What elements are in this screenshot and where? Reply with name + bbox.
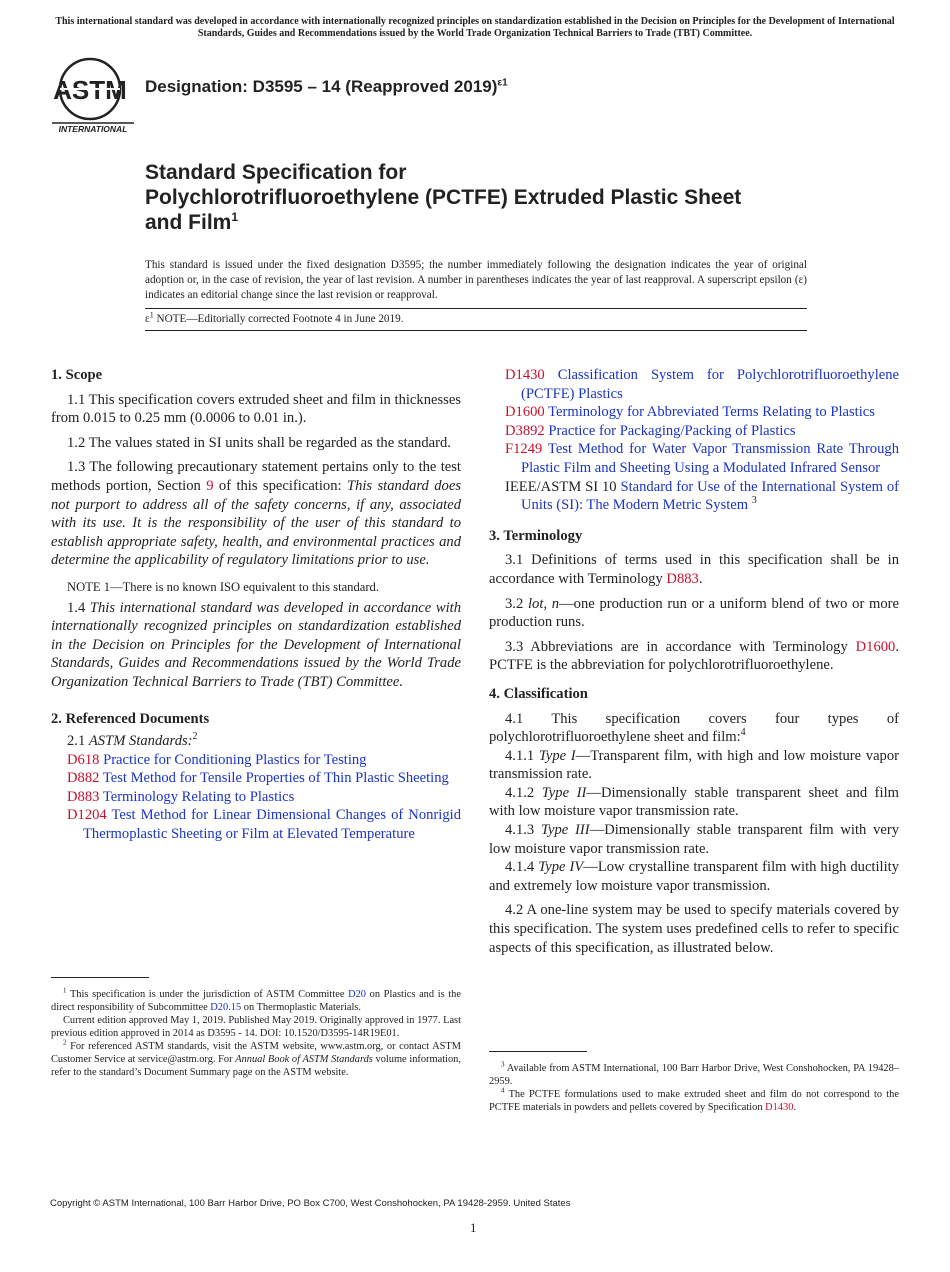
astm-standards-sup: 2: [192, 731, 198, 743]
editorial-note-text: NOTE—Editorially corrected Footnote 4 in June 2019.: [153, 313, 404, 325]
ref-title[interactable]: Classification System for Polychlorotrifluoroethylene (PCTFE) Plastics: [521, 367, 899, 402]
footnote-rule-right: [489, 1051, 587, 1052]
ref-item-d1600[interactable]: [505, 403, 899, 422]
section-9-link[interactable]: 9: [206, 477, 214, 494]
fn1-sup: 1: [63, 986, 67, 995]
ref-item-d618[interactable]: [67, 751, 461, 770]
ref-item-f1249[interactable]: [505, 440, 899, 477]
ref-code[interactable]: D882: [67, 770, 100, 787]
type-i: [489, 747, 899, 784]
document-title: [145, 160, 845, 235]
type-name: Type II: [541, 784, 587, 801]
ref-code[interactable]: D3892: [505, 422, 545, 439]
lot-term: lot, n: [527, 595, 560, 612]
astm-standards-text: ASTM Standards:: [88, 733, 193, 750]
footnotes-left: [51, 988, 461, 1079]
right-column: [489, 366, 899, 957]
epsilon: ε: [145, 313, 150, 325]
ref-title[interactable]: Practice for Conditioning Plastics for Testing: [99, 751, 367, 768]
footnote-2: [51, 1040, 461, 1079]
para-1-4: [51, 599, 461, 692]
ref-title[interactable]: Practice for Packaging/Packing of Plastics: [544, 422, 796, 439]
footnote-4: [489, 1088, 899, 1114]
para-1-3-start: 1.3 The following precautionary statement pertains only to the test methods portion, Section: [51, 459, 461, 494]
type-name: Type III: [540, 822, 590, 839]
scope-heading: 1. Scope: [51, 367, 103, 383]
referenced-heading: 2. Referenced Documents: [51, 710, 210, 727]
ieee-sup: 3: [751, 495, 757, 507]
para-3-3-text: 3.3 Abbreviations are in accordance with Terminology: [505, 638, 856, 655]
ref-title[interactable]: Test Method for Linear Dimensional Changes of Nonrigid Thermoplastic Sheeting or Film at Elevated Temperature: [83, 807, 461, 843]
astm-logo: [52, 55, 134, 133]
fn4-text-a: The PCTFE formulations used to make extruded sheet and film do not correspond to the PCTFE materials in powders and pellets covered by Specification: [489, 1089, 899, 1113]
ref-code[interactable]: D618: [67, 751, 100, 768]
fn2-italic: Annual Book of ASTM Standards: [235, 1054, 373, 1065]
top-note: This international standard was developed in accordance with internationally recognized principles on standardization established in the Decision on Principles for the Development of International Standards, Guides and Recommendations issued by the World Trade Organization Technical Barriers to Trade (TBT) Committee.: [55, 16, 895, 39]
type-text: —Transparent film, with high and low moisture vapor transmission rate.: [489, 747, 899, 783]
para-3-1-text: 3.1 Definitions of terms used in this specification shall be in accordance with Terminology: [489, 552, 899, 587]
designation-sup: ε1: [497, 77, 508, 89]
ref-title[interactable]: Terminology for Abbreviated Terms Relating to Plastics: [544, 404, 875, 421]
d1600-link[interactable]: D1600: [855, 638, 896, 655]
fn4-text-b: .: [793, 1102, 797, 1113]
fn1-text-c: on Thermoplastic Materials.: [241, 1002, 362, 1013]
terminology-heading: 3. Terminology: [489, 527, 583, 544]
type-iii: [489, 821, 899, 858]
footnote-1-edition: Current edition approved May 1, 2019. Published May 2019. Originally approved in 1977. Last previous edition approved in 2014 as D3595 - 14. DOI: 10.1520/D3595-14R19E01.: [51, 1015, 461, 1039]
preamble: This standard is issued under the fixed designation D3595; the number immediately following the designation indicates the year of original adoption or, in the case of revision, the year of last revision. A number in parentheses indicates the year of last reapproval. A superscript epsilon (ε) indicates an editorial change since the last revision or reapproval.: [145, 259, 807, 301]
editorial-note: [145, 310, 404, 325]
fn2-sup: 2: [63, 1038, 67, 1047]
fn3-sup: 3: [501, 1060, 505, 1069]
para-4-1-text: 4.1 This specification covers four types of polychlorotrifluoroethylene sheet and film:: [489, 710, 899, 746]
note-1: [51, 578, 461, 597]
ref-title[interactable]: Test Method for Water Vapor Transmission Rate Through Plastic Film and Sheeting Using a Modulated Infrared Sensor: [521, 441, 899, 476]
ref-code[interactable]: D1204: [67, 807, 107, 824]
note-1-text: 1—There is no known ISO equivalent to this standard.: [100, 579, 379, 594]
para-4-2: 4.2 A one-line system may be used to specify materials covered by this specification. The system uses predefined cells to refer to specific aspects of this specification, as illustrated below.: [489, 902, 899, 956]
logo-text: ASTM: [53, 75, 127, 105]
fn4-sup: 4: [501, 1086, 505, 1095]
page-number: 1: [470, 1220, 477, 1235]
type-name: Type I: [538, 747, 576, 764]
type-num: 4.1.4: [505, 859, 539, 876]
title-sup: 1: [231, 210, 239, 224]
astm-standards-label: [51, 732, 461, 751]
ref-item-d883[interactable]: [67, 788, 461, 807]
footnote-1: [51, 988, 461, 1014]
fn1-text-b: on Plastics and is the direct responsibility of Subcommittee: [51, 989, 461, 1013]
fn3-text: Available from ASTM International, 100 Barr Harbor Drive, West Conshohocken, PA 19428–2959.: [489, 1063, 899, 1087]
copyright-footer: Copyright © ASTM International, 100 Barr Harbor Drive, PO Box C700, West Conshohocken, PA 19428-2959. United States: [50, 1198, 571, 1209]
title-line-1: Standard Specification for: [145, 161, 407, 184]
note-1-label: NOTE: [67, 579, 101, 594]
safety-statement: This standard does not purport to address all of the safety concerns, if any, associated with its use. It is the responsibility of the user of this standard to establish appropriate safety, health, and environmental practices and determine the applicability of regulatory limitations prior to use.: [51, 477, 461, 569]
para-3-2: [489, 595, 899, 632]
type-num: 4.1.2: [505, 784, 542, 801]
para-1-2: 1.2 The values stated in SI units shall be regarded as the standard.: [67, 434, 451, 451]
type-iv: [489, 858, 899, 895]
type-num: 4.1.1: [505, 747, 539, 764]
para-3-3: [489, 638, 899, 675]
footnote-3: [489, 1062, 899, 1088]
para-1-1: 1.1 This specification covers extruded sheet and film in thicknesses from 0.015 to 0.25 mm (0.0006 to 0.01 in.).: [51, 391, 461, 427]
footnotes-right: [489, 1062, 899, 1114]
ref-item-d882[interactable]: [67, 769, 461, 788]
para-1-3: [51, 458, 461, 570]
para-1-4-text: This international standard was developed in accordance with internationally recognized principles on standardization established in the Decision on Principles for the Development of International Standards, Guides and Recommendations issued by the World Trade Organization Technical Barriers to Trade (TBT) Committee.: [51, 599, 462, 690]
logo-subtext: INTERNATIONAL: [58, 124, 128, 133]
type-text: —Dimensionally stable transparent sheet and film with low moisture vapor transmission rate.: [489, 784, 900, 820]
para-3-2-text: —one production run or a uniform blend of two or more production runs.: [489, 595, 900, 631]
type-ii: [489, 784, 899, 821]
para-3-3-end: . PCTFE is the abbreviation for polychlorotrifluoroethylene.: [489, 638, 899, 674]
ref-title[interactable]: Terminology Relating to Plastics: [99, 788, 295, 805]
para-3-1: [489, 551, 899, 588]
classification-heading: 4. Classification: [489, 685, 588, 702]
type-name: Type IV: [538, 859, 584, 876]
subcommittee-d20-15-link[interactable]: D20.15: [210, 1002, 242, 1013]
title-line-3: and Film: [145, 211, 232, 234]
left-column: [51, 366, 461, 844]
para-4-1: [489, 710, 899, 747]
ref-code[interactable]: D1600: [505, 404, 545, 421]
editorial-note-sup: 1: [149, 310, 154, 320]
d883-link[interactable]: D883: [666, 570, 699, 587]
ref-title[interactable]: Standard for Use of the International System of Units (SI): The Modern Metric System: [521, 478, 900, 514]
para-3-1-end: .: [698, 570, 703, 587]
type-num: 4.1.3: [505, 822, 541, 839]
fn2-text-a: For referenced ASTM standards, visit the ASTM website, www.astm.org, or contact ASTM Customer Service at service@astm.org. For: [51, 1041, 461, 1065]
preamble-rule-top: [145, 308, 807, 309]
fn1-text-a: This specification is under the jurisdiction of ASTM Committee: [66, 989, 349, 1000]
designation: [145, 77, 508, 97]
ref-item-ieee-si10[interactable]: [505, 478, 899, 515]
para-1-3-mid: of this specification:: [213, 477, 347, 494]
fn2-text-b: volume information, refer to the standard’s Document Summary page on the ASTM website.: [51, 1054, 461, 1078]
ref-code[interactable]: D1430: [505, 367, 545, 383]
d1430-link[interactable]: D1430: [765, 1102, 794, 1113]
footnote-rule-left: [51, 977, 149, 978]
para-3-2-num: 3.2: [505, 595, 528, 612]
designation-text: Designation: D3595 – 14 (Reapproved 2019): [145, 77, 498, 96]
ref-item-d1430[interactable]: [505, 366, 899, 403]
ref-item-d3892[interactable]: [505, 422, 899, 441]
ref-code[interactable]: D883: [67, 788, 100, 805]
committee-d20-link[interactable]: D20: [348, 989, 366, 1000]
ref-title[interactable]: Test Method for Tensile Properties of Thin Plastic Sheeting: [99, 770, 449, 787]
type-text: —Low crystalline transparent film with high ductility and extremely low moisture vapor transmission.: [489, 859, 900, 894]
type-text: —Dimensionally stable transparent film with very low moisture vapor transmission rate.: [489, 822, 899, 857]
ref-item-d1204[interactable]: [67, 806, 461, 843]
astm-standards-num: 2.1: [67, 733, 89, 750]
para-1-4-num: 1.4: [67, 599, 90, 616]
preamble-rule-bottom: [145, 330, 807, 331]
title-line-2: Polychlorotrifluoroethylene (PCTFE) Extruded Plastic Sheet: [145, 186, 742, 209]
ref-code[interactable]: F1249: [505, 441, 543, 458]
para-4-1-sup: 4: [740, 727, 746, 739]
ref-code[interactable]: IEEE/ASTM SI 10: [505, 478, 617, 495]
